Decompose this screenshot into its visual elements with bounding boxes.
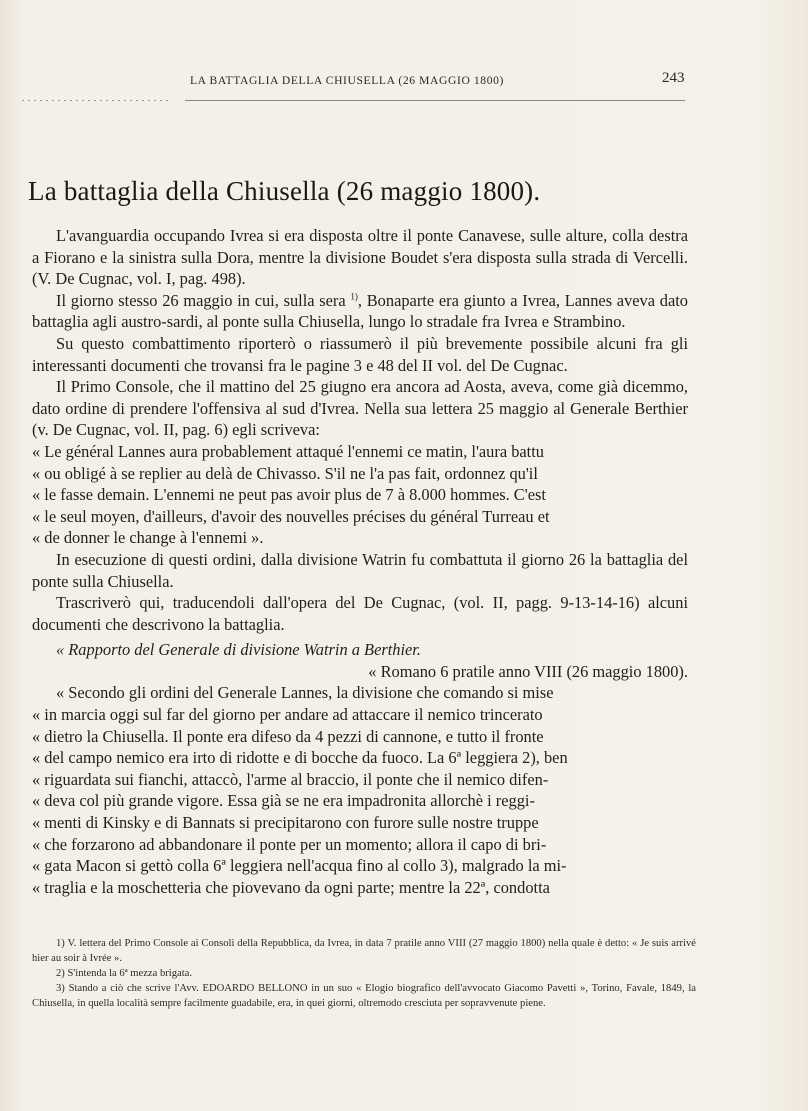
report-line: « in marcia oggi sul far del giorno per andare ad attaccare il nemico trincerato — [32, 705, 543, 725]
paragraph-6: Trascriverò qui, traducendoli dall'opera del De Cugnac, (vol. II, pagg. 9-13-14-16) alcuni documenti che descrivono la battaglia. — [32, 593, 688, 634]
paragraph-4: Il Primo Console, che il mattino del 25 giugno era ancora ad Aosta, aveva, come già dicemmo, dato ordine di prendere l'offensiva al sud d'Ivrea. Nella sua lettera 25 maggio al Generale Berthier (v. De Cugnac, vol. II, pag. 6) egli scriveva: — [32, 377, 688, 440]
report-line: « gata Macon si gettò colla 6ª leggiera nell'acqua fino al collo 3), malgrado la mi- — [32, 856, 567, 876]
page-number: 243 — [662, 70, 685, 86]
report-line: « menti di Kinsky e di Bannats si precipitarono con furore sulle nostre truppe — [32, 813, 539, 833]
header-rule — [185, 100, 685, 101]
footnote-1: 1) V. lettera del Primo Console ai Consoli della Repubblica, da Ivrea, in data 7 pratile anno VIII (27 maggio 1800) nella quale è detto: « Je suis arrivé hier au soir à Ivrée ». — [32, 938, 696, 964]
paragraph-5: In esecuzione di questi ordini, dalla divisione Watrin fu combattuta il giorno 26 la battaglia del ponte sulla Chiusella. — [32, 549, 688, 591]
chapter-title: La battaglia della Chiusella (26 maggio 1800). — [28, 176, 541, 206]
report-text — [32, 682, 688, 898]
header-rule-left — [22, 100, 172, 101]
quote-line: « ou obligé à se replier au delà de Chivasso. S'il ne l'a pas fait, ordonnez qu'il — [32, 463, 538, 483]
napoleon-quote — [32, 441, 688, 549]
footnote-3: 3) Stando a ciò che scrive l'Avv. EDOARDO BELLONO in un suo « Elogio biografico dell'avvocato Giacomo Pavetti », Torino, Favale, 1849, la Chiusella, in quella località sempre facilmente guadabile, era, in quei giorni, oltremodo cresciuta per sopravvenute piene. — [32, 983, 696, 1009]
report-line: « del campo nemico era irto di ridotte e di bocche da fuoco. La 6ª leggiera 2), ben — [32, 748, 568, 768]
paragraph-2-end: , Bonaparte era giunto a Ivrea, Lannes aveva dato battaglia agli austro-sardi, al ponte sulla Chiusella, lungo lo stradale fra Ivrea e Strambino. — [32, 290, 688, 332]
footnotes — [32, 936, 696, 1011]
quote-line: « le seul moyen, d'ailleurs, d'avoir des nouvelles précises du général Turreau et — [32, 506, 550, 526]
running-head: LA BATTAGLIA DELLA CHIUSELLA (26 MAGGIO 1800) — [190, 74, 504, 87]
paragraph-1: L'avanguardia occupando Ivrea si era disposta oltre il ponte Canavese, sulle alture, colla destra a Fiorano e la sinistra sulla Dora, mentre la divisione Boudet s'era disposta sulla strada di Vercelli. (V. De Cugnac, vol. I, pag. 498). — [32, 226, 688, 289]
report-line: « Secondo gli ordini del Generale Lannes, la divisione che comando si mise — [56, 683, 554, 703]
quote-line: « Le général Lannes aura probablement attaqué l'ennemi ce matin, l'aura battu — [32, 441, 544, 461]
quote-line: « le fasse demain. L'ennemi ne peut pas avoir plus de 7 à 8.000 hommes. C'est — [32, 485, 546, 505]
paragraph-2-start: Il giorno stesso 26 maggio in cui, sulla sera — [56, 290, 351, 310]
report-line: « deva col più grande vigore. Essa già se ne era impadronita allorchè i reggi- — [32, 791, 535, 811]
quote-line: « de donner le change à l'ennemi ». — [32, 528, 264, 548]
report-line: « riguardata sui fianchi, attaccò, l'arme al braccio, il ponte che il nemico difen- — [32, 769, 549, 789]
report-line: « che forzarono ad abbandonare il ponte per un momento; allora il capo di bri- — [32, 834, 547, 854]
report-date: « Romano 6 pratile anno VIII (26 maggio 1800). — [368, 661, 688, 681]
footnote-2: 2) S'intenda la 6ª mezza brigata. — [56, 968, 193, 979]
paragraph-3: Su questo combattimento riporterò o riassumerò il più brevemente possibile alcuni fra gli interessanti documenti che trovansi fra le pagine 3 e 48 del II vol. del De Cugnac. — [32, 333, 688, 375]
body-text — [32, 225, 688, 898]
report-line: « traglia e la moschetteria che piovevano da ogni parte; mentre la 22ª, condotta — [32, 877, 550, 897]
report-line: « dietro la Chiusella. Il ponte era difeso da 4 pezzi di cannone, e tutto il fronte — [32, 726, 544, 746]
paragraph-2 — [32, 290, 688, 333]
report-title: « Rapporto del Generale di divisione Watrin a Berthier. — [56, 640, 421, 660]
footnote-ref-1: 1) — [350, 291, 358, 302]
